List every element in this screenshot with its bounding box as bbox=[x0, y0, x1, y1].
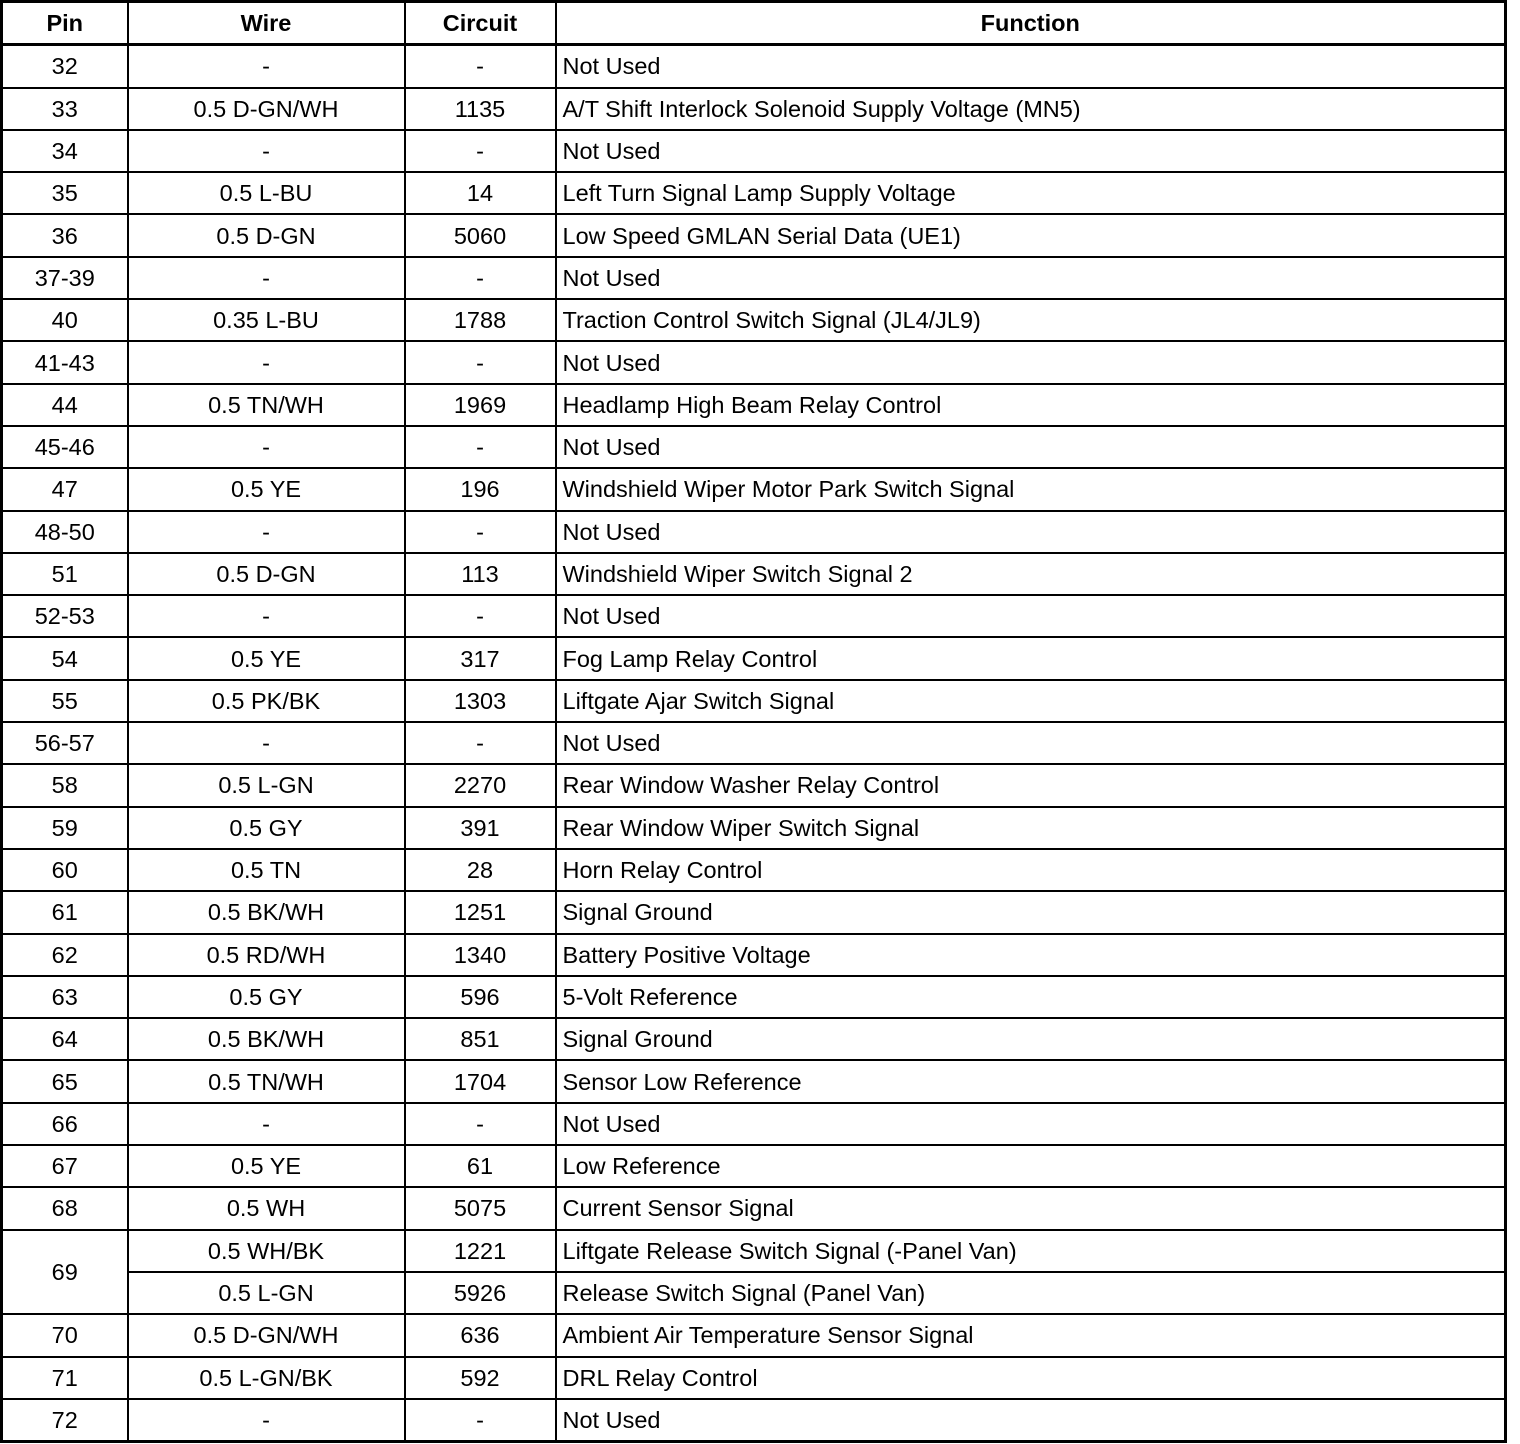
pin-cell: 72 bbox=[2, 1399, 128, 1442]
function-cell: Rear Window Wiper Switch Signal bbox=[556, 807, 1506, 849]
circuit-cell: 1303 bbox=[405, 680, 556, 722]
table-row bbox=[2, 214, 1506, 256]
function-cell: Not Used bbox=[556, 130, 1506, 172]
wire-cell: 0.5 WH bbox=[128, 1187, 405, 1229]
table-row bbox=[2, 807, 1506, 849]
wire-cell: 0.5 L-GN/BK bbox=[128, 1357, 405, 1399]
wire-cell: 0.5 L-GN bbox=[128, 1272, 405, 1314]
circuit-cell: 5075 bbox=[405, 1187, 556, 1229]
circuit-cell: 1340 bbox=[405, 934, 556, 976]
wire-cell: 0.5 D-GN bbox=[128, 553, 405, 595]
table-row bbox=[2, 1272, 1506, 1314]
wire-cell: 0.5 GY bbox=[128, 807, 405, 849]
pin-cell: 37-39 bbox=[2, 257, 128, 299]
circuit-cell: 1788 bbox=[405, 299, 556, 341]
circuit-cell: - bbox=[405, 1103, 556, 1145]
wire-cell: - bbox=[128, 595, 405, 637]
circuit-cell: 592 bbox=[405, 1357, 556, 1399]
table-row bbox=[2, 88, 1506, 130]
pin-cell: 70 bbox=[2, 1314, 128, 1356]
pin-cell: 32 bbox=[2, 45, 128, 88]
circuit-cell: - bbox=[405, 595, 556, 637]
function-cell: Horn Relay Control bbox=[556, 849, 1506, 891]
function-cell: Signal Ground bbox=[556, 1018, 1506, 1060]
pin-cell: 48-50 bbox=[2, 511, 128, 553]
circuit-cell: - bbox=[405, 45, 556, 88]
circuit-cell: 28 bbox=[405, 849, 556, 891]
circuit-cell: 1221 bbox=[405, 1230, 556, 1272]
table-row bbox=[2, 468, 1506, 510]
wire-cell: 0.5 TN bbox=[128, 849, 405, 891]
wire-cell: 0.5 D-GN/WH bbox=[128, 1314, 405, 1356]
function-cell: Battery Positive Voltage bbox=[556, 934, 1506, 976]
table-row bbox=[2, 637, 1506, 679]
function-cell: Not Used bbox=[556, 341, 1506, 383]
pin-cell: 35 bbox=[2, 172, 128, 214]
pin-cell: 44 bbox=[2, 384, 128, 426]
wire-cell: 0.5 TN/WH bbox=[128, 1060, 405, 1102]
wire-cell: 0.5 L-BU bbox=[128, 172, 405, 214]
table-row bbox=[2, 1145, 1506, 1187]
function-cell: Not Used bbox=[556, 257, 1506, 299]
wire-cell: 0.5 TN/WH bbox=[128, 384, 405, 426]
function-cell: Current Sensor Signal bbox=[556, 1187, 1506, 1229]
pin-cell: 62 bbox=[2, 934, 128, 976]
function-cell: Low Reference bbox=[556, 1145, 1506, 1187]
table-row bbox=[2, 1060, 1506, 1102]
function-cell: Fog Lamp Relay Control bbox=[556, 637, 1506, 679]
wire-cell: - bbox=[128, 1103, 405, 1145]
circuit-cell: - bbox=[405, 341, 556, 383]
table-row bbox=[2, 976, 1506, 1018]
wire-cell: - bbox=[128, 426, 405, 468]
pin-cell: 63 bbox=[2, 976, 128, 1018]
function-cell: Ambient Air Temperature Sensor Signal bbox=[556, 1314, 1506, 1356]
pin-cell: 47 bbox=[2, 468, 128, 510]
function-cell: A/T Shift Interlock Solenoid Supply Voltage (MN5) bbox=[556, 88, 1506, 130]
function-cell: Left Turn Signal Lamp Supply Voltage bbox=[556, 172, 1506, 214]
circuit-cell: 1135 bbox=[405, 88, 556, 130]
pin-cell: 66 bbox=[2, 1103, 128, 1145]
circuit-cell: - bbox=[405, 722, 556, 764]
circuit-cell: - bbox=[405, 1399, 556, 1442]
function-cell: Signal Ground bbox=[556, 891, 1506, 933]
wire-cell: 0.5 GY bbox=[128, 976, 405, 1018]
circuit-cell: 636 bbox=[405, 1314, 556, 1356]
wire-cell: - bbox=[128, 1399, 405, 1442]
table-row bbox=[2, 384, 1506, 426]
circuit-cell: 196 bbox=[405, 468, 556, 510]
pin-cell: 69 bbox=[2, 1230, 128, 1315]
pin-cell: 64 bbox=[2, 1018, 128, 1060]
pin-cell: 52-53 bbox=[2, 595, 128, 637]
wire-cell: 0.5 L-GN bbox=[128, 764, 405, 806]
wire-cell: 0.5 YE bbox=[128, 468, 405, 510]
pin-cell: 60 bbox=[2, 849, 128, 891]
function-cell: Windshield Wiper Motor Park Switch Signal bbox=[556, 468, 1506, 510]
function-cell: DRL Relay Control bbox=[556, 1357, 1506, 1399]
pin-cell: 67 bbox=[2, 1145, 128, 1187]
wire-cell: - bbox=[128, 257, 405, 299]
function-cell: Low Speed GMLAN Serial Data (UE1) bbox=[556, 214, 1506, 256]
function-cell: Traction Control Switch Signal (JL4/JL9) bbox=[556, 299, 1506, 341]
table-row bbox=[2, 934, 1506, 976]
table-row bbox=[2, 1230, 1506, 1272]
circuit-cell: - bbox=[405, 257, 556, 299]
function-cell: 5-Volt Reference bbox=[556, 976, 1506, 1018]
circuit-cell: - bbox=[405, 426, 556, 468]
wire-cell: 0.5 YE bbox=[128, 637, 405, 679]
circuit-cell: 596 bbox=[405, 976, 556, 1018]
pin-cell: 51 bbox=[2, 553, 128, 595]
wire-cell: 0.5 PK/BK bbox=[128, 680, 405, 722]
table-row bbox=[2, 1187, 1506, 1229]
wire-cell: 0.5 BK/WH bbox=[128, 891, 405, 933]
pin-cell: 33 bbox=[2, 88, 128, 130]
pin-cell: 59 bbox=[2, 807, 128, 849]
wire-cell: - bbox=[128, 511, 405, 553]
table-row bbox=[2, 257, 1506, 299]
circuit-cell: 5060 bbox=[405, 214, 556, 256]
function-cell: Release Switch Signal (Panel Van) bbox=[556, 1272, 1506, 1314]
table-header bbox=[2, 2, 1506, 45]
pin-cell: 41-43 bbox=[2, 341, 128, 383]
table-row bbox=[2, 595, 1506, 637]
wire-cell: - bbox=[128, 130, 405, 172]
function-cell: Sensor Low Reference bbox=[556, 1060, 1506, 1102]
header-pin: Pin bbox=[2, 2, 128, 45]
function-cell: Rear Window Washer Relay Control bbox=[556, 764, 1506, 806]
wire-cell: 0.35 L-BU bbox=[128, 299, 405, 341]
header-wire: Wire bbox=[128, 2, 405, 45]
function-cell: Not Used bbox=[556, 1399, 1506, 1442]
wire-cell: 0.5 YE bbox=[128, 1145, 405, 1187]
function-cell: Headlamp High Beam Relay Control bbox=[556, 384, 1506, 426]
header-function: Function bbox=[556, 2, 1506, 45]
circuit-cell: 61 bbox=[405, 1145, 556, 1187]
pin-cell: 54 bbox=[2, 637, 128, 679]
table-row bbox=[2, 849, 1506, 891]
circuit-cell: 851 bbox=[405, 1018, 556, 1060]
table-row bbox=[2, 764, 1506, 806]
circuit-cell: 2270 bbox=[405, 764, 556, 806]
pin-cell: 55 bbox=[2, 680, 128, 722]
function-cell: Liftgate Ajar Switch Signal bbox=[556, 680, 1506, 722]
circuit-cell: 391 bbox=[405, 807, 556, 849]
header-row bbox=[2, 2, 1506, 45]
header-circuit: Circuit bbox=[405, 2, 556, 45]
table-row bbox=[2, 341, 1506, 383]
table-row bbox=[2, 1018, 1506, 1060]
wire-cell: 0.5 D-GN bbox=[128, 214, 405, 256]
wire-cell: 0.5 D-GN/WH bbox=[128, 88, 405, 130]
wire-cell: 0.5 WH/BK bbox=[128, 1230, 405, 1272]
function-cell: Not Used bbox=[556, 426, 1506, 468]
table-row bbox=[2, 722, 1506, 764]
function-cell: Windshield Wiper Switch Signal 2 bbox=[556, 553, 1506, 595]
wire-cell: - bbox=[128, 722, 405, 764]
circuit-cell: 1704 bbox=[405, 1060, 556, 1102]
pin-cell: 56-57 bbox=[2, 722, 128, 764]
function-cell: Not Used bbox=[556, 595, 1506, 637]
pin-cell: 71 bbox=[2, 1357, 128, 1399]
circuit-cell: 14 bbox=[405, 172, 556, 214]
table-row bbox=[2, 130, 1506, 172]
table-row bbox=[2, 1357, 1506, 1399]
function-cell: Not Used bbox=[556, 722, 1506, 764]
table-row bbox=[2, 426, 1506, 468]
pin-cell: 61 bbox=[2, 891, 128, 933]
pin-cell: 65 bbox=[2, 1060, 128, 1102]
circuit-cell: 317 bbox=[405, 637, 556, 679]
function-cell: Not Used bbox=[556, 45, 1506, 88]
circuit-cell: 113 bbox=[405, 553, 556, 595]
pin-cell: 68 bbox=[2, 1187, 128, 1229]
table-row bbox=[2, 511, 1506, 553]
function-cell: Liftgate Release Switch Signal (-Panel Van) bbox=[556, 1230, 1506, 1272]
circuit-cell: 1969 bbox=[405, 384, 556, 426]
wire-cell: - bbox=[128, 45, 405, 88]
table-row bbox=[2, 553, 1506, 595]
table-row bbox=[2, 891, 1506, 933]
pin-cell: 58 bbox=[2, 764, 128, 806]
circuit-cell: - bbox=[405, 511, 556, 553]
table-row bbox=[2, 680, 1506, 722]
pin-cell: 45-46 bbox=[2, 426, 128, 468]
table-row bbox=[2, 45, 1506, 88]
table-body bbox=[2, 45, 1506, 1442]
wire-cell: 0.5 RD/WH bbox=[128, 934, 405, 976]
table-row bbox=[2, 1314, 1506, 1356]
wire-cell: 0.5 BK/WH bbox=[128, 1018, 405, 1060]
circuit-cell: 1251 bbox=[405, 891, 556, 933]
function-cell: Not Used bbox=[556, 1103, 1506, 1145]
table-row bbox=[2, 172, 1506, 214]
pin-cell: 36 bbox=[2, 214, 128, 256]
wire-cell: - bbox=[128, 341, 405, 383]
pin-cell: 40 bbox=[2, 299, 128, 341]
circuit-cell: 5926 bbox=[405, 1272, 556, 1314]
function-cell: Not Used bbox=[556, 511, 1506, 553]
circuit-cell: - bbox=[405, 130, 556, 172]
table-row bbox=[2, 1103, 1506, 1145]
table-row bbox=[2, 1399, 1506, 1442]
pin-cell: 34 bbox=[2, 130, 128, 172]
table-row bbox=[2, 299, 1506, 341]
